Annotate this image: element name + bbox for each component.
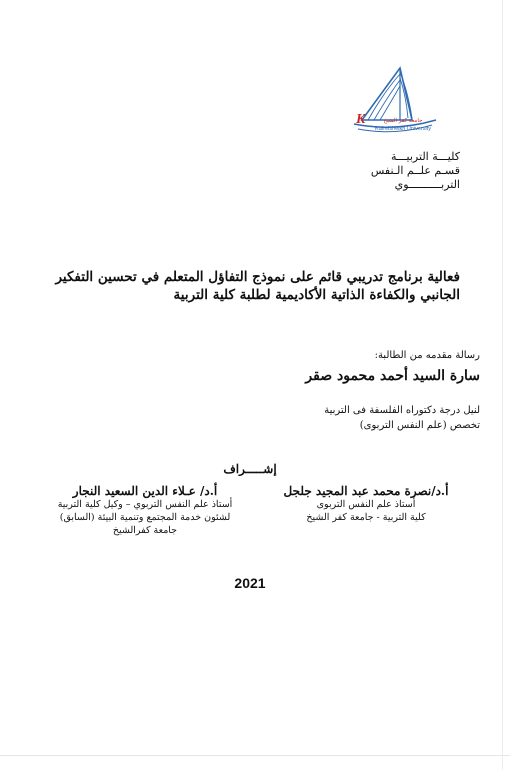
logo-arabic-name: جامعة كفر الشيخ (383, 118, 423, 124)
student-name: سارة السيد أحمد محمود صقر (305, 368, 480, 384)
faculty-name: كليـــة التربيـــة (390, 150, 460, 163)
submission-intro: رسالة مقدمه من الطالبة: (374, 350, 480, 361)
kafrelsheikh-university-logo (350, 62, 440, 142)
bottom-border (0, 755, 510, 756)
department-block (320, 150, 460, 192)
logo-letter: K (356, 112, 366, 127)
department-name-cont: التربــــــــــوي (394, 178, 460, 191)
supervisor-2-position: أستاذ علم النفس التربوي – وكيل كلية التربية (57, 499, 233, 510)
supervisor-2-name: أ.د/ عـلاء الدين السعيد النجار (72, 484, 218, 498)
logo-english-name: Kafrelsheikh University (375, 126, 431, 132)
department-name: قسـم علــم الـنفس (370, 164, 460, 177)
supervisor-2 (30, 484, 260, 537)
degree-text: لنيل درجة دكتوراه الفلسفة فى التربية (324, 405, 480, 416)
supervisor-1 (260, 484, 472, 524)
specialization-text: تخصص (علم النفس التربوى) (359, 420, 480, 431)
thesis-title: فعالية برنامج تدريبي قائم على نموذج التفاؤل المتعلم في تحسين التفكير الجانبي والكفاءة الذاتية الأكاديمية لطلبة كلية التربية (55, 269, 460, 303)
supervisor-1-name: أ.د/نصرة محمد عبد المجيد جلجل (283, 484, 449, 498)
right-border (502, 0, 503, 770)
supervisor-2-affiliation: جامعة كفرالشيخ (112, 525, 178, 536)
supervisor-2-role: لشئون خدمة المجتمع وتنمية البيئة (السابق) (59, 512, 231, 523)
supervision-heading: إشـــــراف (223, 462, 277, 476)
year: 2021 (234, 575, 266, 591)
supervisor-1-affiliation: كلية التربية - جامعة كفر الشيخ (306, 512, 426, 523)
supervisor-1-position: أستاذ علم النفس التربوى (316, 499, 416, 510)
degree-block (100, 403, 480, 433)
